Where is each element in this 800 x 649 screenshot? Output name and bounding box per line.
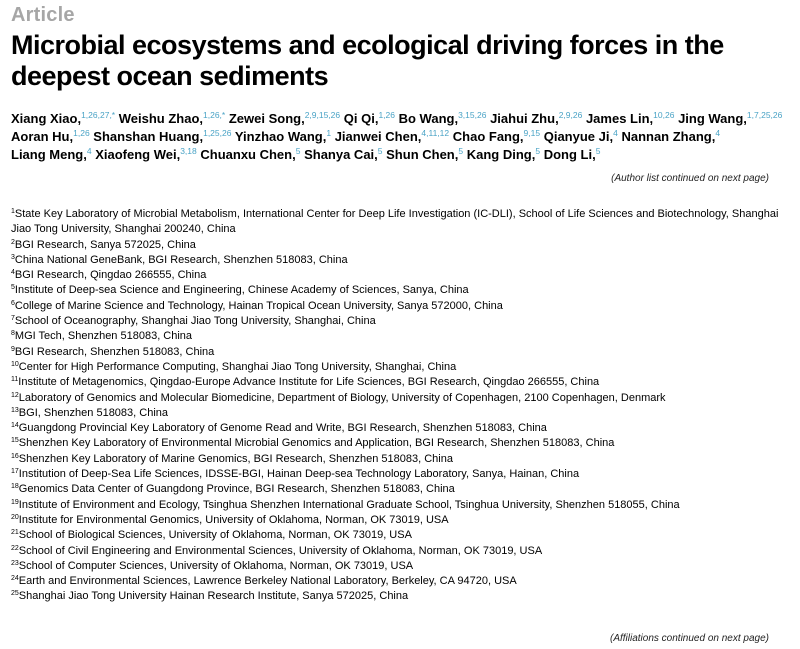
affiliation-item [11,436,781,451]
author-affiliation-ref[interactable]: 1,26,* [203,110,226,120]
affiliation-number: 12 [11,391,19,399]
author-name: Aoran Hu, [11,129,74,144]
affiliation-item [11,498,781,513]
author-name: James Lin, [585,111,654,126]
author-affiliation-ref[interactable]: 4,11,12 [421,128,450,138]
affiliation-number: 14 [11,422,19,430]
affiliation-number: 8 [11,330,15,338]
author [544,147,601,162]
affiliation-item [11,467,781,482]
article-type-label: Article [11,4,75,26]
affiliation-text: Institute for Environmental Genomics, University of Oklahoma, Norman, OK 73019, USA [18,513,449,526]
affiliation-number: 20 [11,513,19,521]
author-affiliation-ref[interactable]: 4 [715,128,721,138]
affiliation-number: 11 [11,376,19,384]
author-affiliation-ref[interactable]: 3,18 [180,146,197,156]
affiliation-item [11,544,781,559]
author-affiliation-ref[interactable]: 1,26 [73,128,90,138]
affiliation-item [11,329,781,344]
affiliation-item [11,559,781,574]
affiliation-item [11,589,781,604]
affiliation-text: School of Biological Sciences, University of Oklahoma, Norman, OK 73019, USA [18,529,412,542]
author-affiliation-ref[interactable]: 1,7,25,26 [746,110,783,120]
author-affiliation-ref[interactable]: 5 [377,146,383,156]
affiliation-item [11,253,781,268]
affiliation-number: 6 [11,299,15,307]
affiliation-continued-note: (Affiliations continued on next page) [610,633,769,644]
author-list [11,110,796,164]
affiliation-item [11,406,781,421]
author-name: Yinzhao Wang, [234,129,327,144]
affiliation-number: 13 [11,406,19,414]
affiliation-text: Shanghai Jiao Tong University Hainan Research Institute, Sanya 572025, China [18,590,409,603]
affiliation-item [11,283,781,298]
affiliation-text: Institution of Deep-Sea Life Sciences, IDSSE-BGI, Hainan Deep-sea Technology Laboratory, Sanya, Hainan, China [18,468,580,481]
affiliation-item [11,238,781,253]
author-name: Qi Qi, [343,111,379,126]
affiliation-item [11,452,781,467]
affiliation-item [11,421,781,436]
affiliation-number: 21 [11,529,19,537]
affiliation-item [11,299,781,314]
affiliation-number: 19 [11,498,19,506]
affiliation-number: 5 [11,284,15,292]
affiliation-number: 2 [11,238,15,246]
affiliation-item [11,391,781,406]
author [490,111,582,126]
affiliation-item [11,375,781,390]
author-continued-note: (Author list continued on next page) [611,173,769,184]
author-name: Liang Meng, [11,147,87,162]
author [586,111,674,126]
affiliation-text: State Key Laboratory of Microbial Metabolism, International Center for Deep Life Investigation (IC-DLI), School of Life Sciences and Biotechnology, Shanghai Jiao Tong University, Shanghai 200240, China [11,208,779,236]
author-name: Dong Li, [543,147,596,162]
affiliation-number: 4 [11,269,15,277]
affiliation-item [11,345,781,360]
author-affiliation-ref[interactable]: 10,26 [653,110,675,120]
author-name: Nannan Zhang, [621,129,716,144]
author [621,129,720,144]
author-name: Zewei Song, [228,111,305,126]
author [93,129,231,144]
affiliation-number: 25 [11,590,19,598]
affiliation-item [11,314,781,329]
affiliation-number: 18 [11,483,19,491]
author-affiliation-ref[interactable]: 3,15,26 [458,110,487,120]
affiliation-text: Center for High Performance Computing, Shanghai Jiao Tong University, Shanghai, China [18,360,457,373]
author [235,129,331,144]
author-name: Jiahui Zhu, [490,111,559,126]
author-affiliation-ref[interactable]: 1,26 [378,110,395,120]
affiliation-item [11,268,781,283]
author-affiliation-ref[interactable]: 1,25,26 [203,128,232,138]
affiliation-text: Guangdong Provincial Key Laboratory of Genome Read and Write, BGI Research, Shenzhen 518083, China [18,422,547,435]
author [229,111,340,126]
author-name: Xiang Xiao, [11,111,82,126]
affiliation-list [11,207,781,605]
author [11,129,90,144]
author [11,147,92,162]
affiliation-number: 10 [11,360,19,368]
author-name: Shanshan Huang, [93,129,204,144]
author-affiliation-ref[interactable]: 2,9,15,26 [304,110,341,120]
author-name: Chuanxu Chen, [200,147,296,162]
affiliation-text: School of Oceanography, Shanghai Jiao Tong University, Shanghai, China [14,315,376,328]
author [11,111,115,126]
affiliation-text: Shenzhen Key Laboratory of Environmental Microbial Genomics and Application, BGI Research, Shenzhen 518083, China [18,437,615,450]
affiliation-number: 9 [11,345,15,353]
affiliation-text: Shenzhen Key Laboratory of Marine Genomics, BGI Research, Shenzhen 518083, China [18,452,453,465]
author-name: Jing Wang, [678,111,747,126]
author-affiliation-ref[interactable]: 5 [595,146,601,156]
affiliation-text: Genomics Data Center of Guangdong Province, BGI Research, Shenzhen 518083, China [18,483,455,496]
author-name: Jianwei Chen, [334,129,422,144]
author-name: Kang Ding, [466,147,536,162]
affiliation-number: 7 [11,315,15,323]
author-name: Shun Chen, [386,147,459,162]
affiliation-number: 22 [11,544,19,552]
affiliation-item [11,513,781,528]
author-affiliation-ref[interactable]: 5 [295,146,301,156]
author-affiliation-ref[interactable]: 9,15 [523,128,541,138]
author [335,129,449,144]
affiliation-text: BGI, Shenzhen 518083, China [18,406,169,419]
affiliation-number: 24 [11,575,19,583]
paper-title: Microbial ecosystems and ecological driving forces in the deepest ocean sediments [11,30,724,91]
affiliation-text: MGI Tech, Shenzhen 518083, China [14,330,193,343]
affiliation-text: BGI Research, Qingdao 266555, China [14,269,207,282]
affiliation-text: School of Civil Engineering and Environmental Sciences, University of Oklahoma, Norman, OK 73019, USA [18,544,543,557]
author-name: Bo Wang, [398,111,459,126]
affiliation-number: 3 [11,253,15,261]
affiliation-text: Earth and Environmental Sciences, Lawrence Berkeley National Laboratory, Berkeley, CA 94720, USA [18,575,517,588]
affiliation-number: 23 [11,559,19,567]
affiliation-item [11,207,781,238]
author-name: Weishu Zhao, [118,111,203,126]
affiliation-text: College of Marine Science and Technology, Hainan Tropical Ocean University, Sanya 572000, China [14,299,503,312]
affiliation-number: 17 [11,468,19,476]
author [344,111,395,126]
affiliation-item [11,574,781,589]
author [453,129,540,144]
author-name: Chao Fang, [452,129,524,144]
author [678,111,782,126]
author-name: Xiaofeng Wei, [95,147,181,162]
affiliation-text: School of Computer Sciences, University of Oklahoma, Norman, OK 73019, USA [18,559,414,572]
affiliation-number: 15 [11,437,19,445]
author-affiliation-ref[interactable]: 4 [613,128,618,138]
author-name: Shanya Cai, [304,147,378,162]
affiliation-number: 16 [11,452,19,460]
author [95,147,197,162]
affiliation-text: Laboratory of Genomics and Molecular Biomedicine, Department of Biology, University of Copenhagen, 2100 Copenhagen, Denmark [18,391,666,404]
affiliation-item [11,528,781,543]
author [399,111,487,126]
author [386,147,463,162]
author [467,147,540,162]
affiliation-item [11,482,781,497]
affiliation-text: Institute of Deep-sea Science and Engineering, Chinese Academy of Sciences, Sanya, China [14,284,469,297]
author-affiliation-ref[interactable]: 5 [535,146,541,156]
author-affiliation-ref[interactable]: 4 [86,146,92,156]
affiliation-item [11,360,781,375]
author [200,147,300,162]
affiliation-text: BGI Research, Shenzhen 518083, China [14,345,215,358]
author [119,111,225,126]
author [304,147,382,162]
affiliation-number: 1 [11,208,15,215]
author-affiliation-ref[interactable]: 2,9,26 [558,110,583,120]
author-affiliation-ref[interactable]: 1,26,27,* [81,110,116,120]
affiliation-text: Institute of Metagenomics, Qingdao-Europe Advance Institute for Life Sciences, BGI Research, Qingdao 266555, China [18,376,600,389]
author [544,129,618,144]
affiliation-text: Institute of Environment and Ecology, Tsinghua Shenzhen International Graduate School, Tsinghua University, Shenzhen 518055, China [18,498,680,511]
author-affiliation-ref[interactable]: 1 [326,128,332,138]
author-affiliation-ref[interactable]: 5 [458,146,464,156]
affiliation-text: BGI Research, Sanya 572025, China [14,238,196,251]
author-name: Qianyue Ji, [543,129,614,144]
affiliation-text: China National GeneBank, BGI Research, Shenzhen 518083, China [14,253,348,266]
